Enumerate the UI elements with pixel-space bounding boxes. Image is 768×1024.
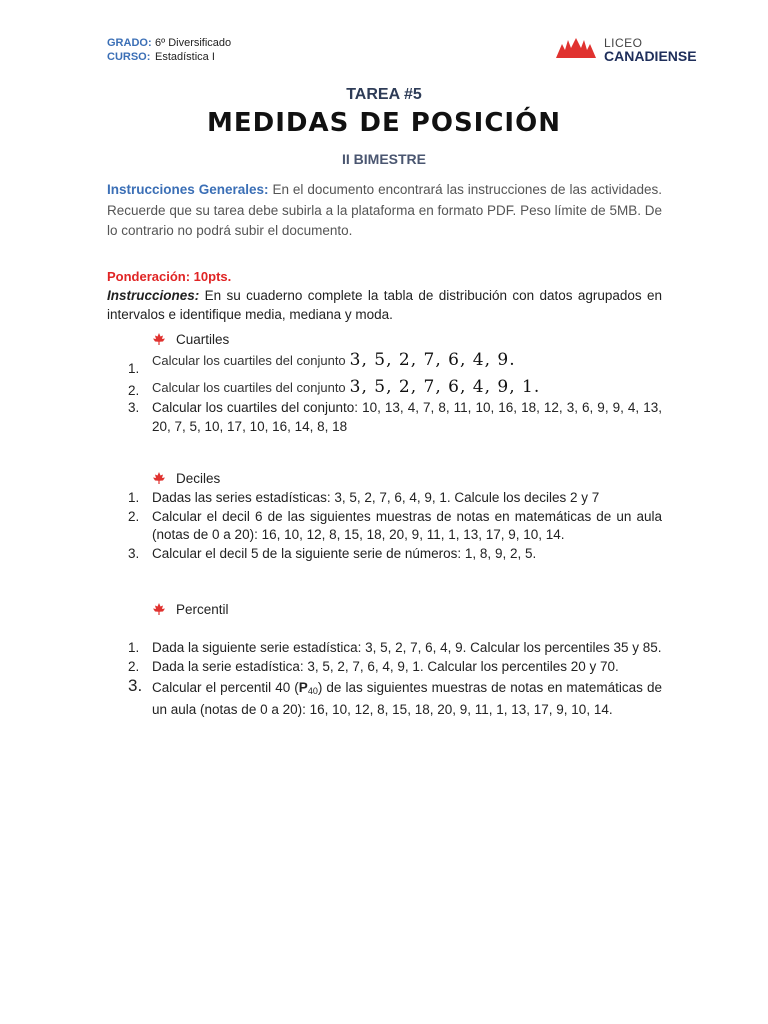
- page-title: MEDIDAS DE POSICIÓN: [207, 108, 561, 138]
- instructions-text: En su cuaderno complete la tabla de distribución con datos agrupados en intervalos e identifique media, mediana y moda.: [107, 288, 662, 322]
- section-deciles-title: Deciles: [176, 471, 221, 486]
- logo-line2: CANADIENSE: [604, 48, 697, 64]
- general-instructions-label: Instrucciones Generales:: [107, 182, 269, 197]
- list-item: [107, 658, 662, 677]
- item-number: 2.: [128, 658, 140, 674]
- grado-value: 6º Diversificado: [155, 37, 232, 49]
- item-text: Dadas las series estadísticas: 3, 5, 2, 7, 6, 4, 9, 1. Calcule los deciles 2 y 7: [152, 490, 600, 505]
- section-deciles: [152, 471, 220, 486]
- cuartiles-item-1-math: 3, 5, 2, 7, 6, 4, 9.: [349, 350, 516, 370]
- list-item: [107, 545, 662, 564]
- list-item: [107, 508, 662, 545]
- general-instructions-text: En el documento encontrará las instrucciones de las actividades. Recuerde que su tarea debe subirla a la plataforma en formato PDF. Peso límite de 5MB. De lo contrario no podrá subir el documento.: [107, 182, 662, 238]
- section-cuartiles: [152, 332, 229, 347]
- curso-value: Estadística I: [155, 51, 215, 63]
- item-text: Calcular el decil 6 de las siguientes muestras de notas en matemáticas de un aula (notas de 0 a 20): 16, 10, 12, 8, 15, 18, 20, 9, 11, 1, 13, 17, 9, 10, 14.: [152, 508, 662, 542]
- list-item: [107, 639, 662, 658]
- item-text-continued: ) de las siguientes muestras de notas en matemáticas de un aula (notas de 0 a 20): 16, 10, 12, 8, 15, 18, 20, 9, 11, 1, 13, 17, 9, 10, 14.: [152, 680, 662, 717]
- curso-label: CURSO:: [107, 51, 151, 63]
- cuartiles-item-1-text: Calcular los cuartiles del conjunto: [152, 353, 346, 368]
- cuartiles-item-1: [152, 350, 516, 370]
- cuartiles-list: [107, 399, 662, 436]
- bimestre-subtitle: II BIMESTRE: [341, 151, 426, 167]
- item-text: Dada la serie estadística: 3, 5, 2, 7, 6, 4, 9, 1. Calcular los percentiles 20 y 70.: [152, 658, 619, 674]
- item-text: Calcular el percentil 40 (: [152, 680, 299, 695]
- list-item: [107, 399, 662, 436]
- item-number: 1.: [128, 640, 140, 655]
- maple-leaf-icon: [152, 603, 166, 615]
- section-cuartiles-title: Cuartiles: [176, 332, 230, 347]
- section-percentil: [152, 602, 229, 617]
- grado-label: GRADO:: [107, 37, 152, 49]
- percentile-subscript: 40: [307, 686, 318, 696]
- cuartiles-item-2-text: Calcular los cuartiles del conjunto: [152, 380, 346, 395]
- percentile-symbol: P: [298, 680, 308, 695]
- item-number: 3.: [128, 676, 143, 695]
- ponderacion: Ponderación: 10pts.: [107, 269, 232, 284]
- general-instructions: [107, 180, 662, 242]
- item-number: 3.: [128, 545, 140, 561]
- item-text: Calcular los cuartiles del conjunto: 10, 13, 4, 7, 8, 11, 10, 16, 18, 12, 3, 6, 9, 9, 4, 13, 20, 7, 5, 10, 17, 10, 16, 14, 8, 18: [152, 400, 662, 434]
- course-header: [107, 36, 231, 64]
- maple-leaf-logo-icon: [552, 36, 600, 62]
- cuartiles-item-1-num: 1.: [128, 361, 140, 376]
- cuartiles-item-2-num: 2.: [128, 383, 140, 398]
- instructions-label: Instrucciones:: [107, 288, 200, 303]
- school-logo: [552, 36, 712, 66]
- item-text: Calcular el decil 5 de la siguiente serie de números: 1, 8, 9, 2, 5.: [152, 545, 537, 561]
- logo-line1: LICEO: [604, 36, 643, 50]
- list-item: [107, 489, 662, 508]
- maple-leaf-icon: [152, 333, 166, 345]
- list-item: [107, 676, 662, 719]
- item-text: Dada la siguiente serie estadística: 3, 5, 2, 7, 6, 4, 9. Calcular los percentiles 35 y 85.: [152, 640, 662, 655]
- maple-leaf-icon: [152, 472, 166, 484]
- assignment-number: TAREA #5: [346, 86, 422, 103]
- instructions: [107, 286, 662, 324]
- cuartiles-item-2-math: 3, 5, 2, 7, 6, 4, 9, 1.: [349, 377, 541, 397]
- item-number: 3.: [128, 400, 140, 415]
- cuartiles-item-2: [152, 377, 540, 397]
- section-percentil-title: Percentil: [176, 602, 229, 617]
- item-number: 1.: [128, 490, 140, 505]
- percentil-list: [107, 639, 662, 719]
- item-number: 2.: [128, 508, 140, 524]
- deciles-list: [107, 489, 662, 563]
